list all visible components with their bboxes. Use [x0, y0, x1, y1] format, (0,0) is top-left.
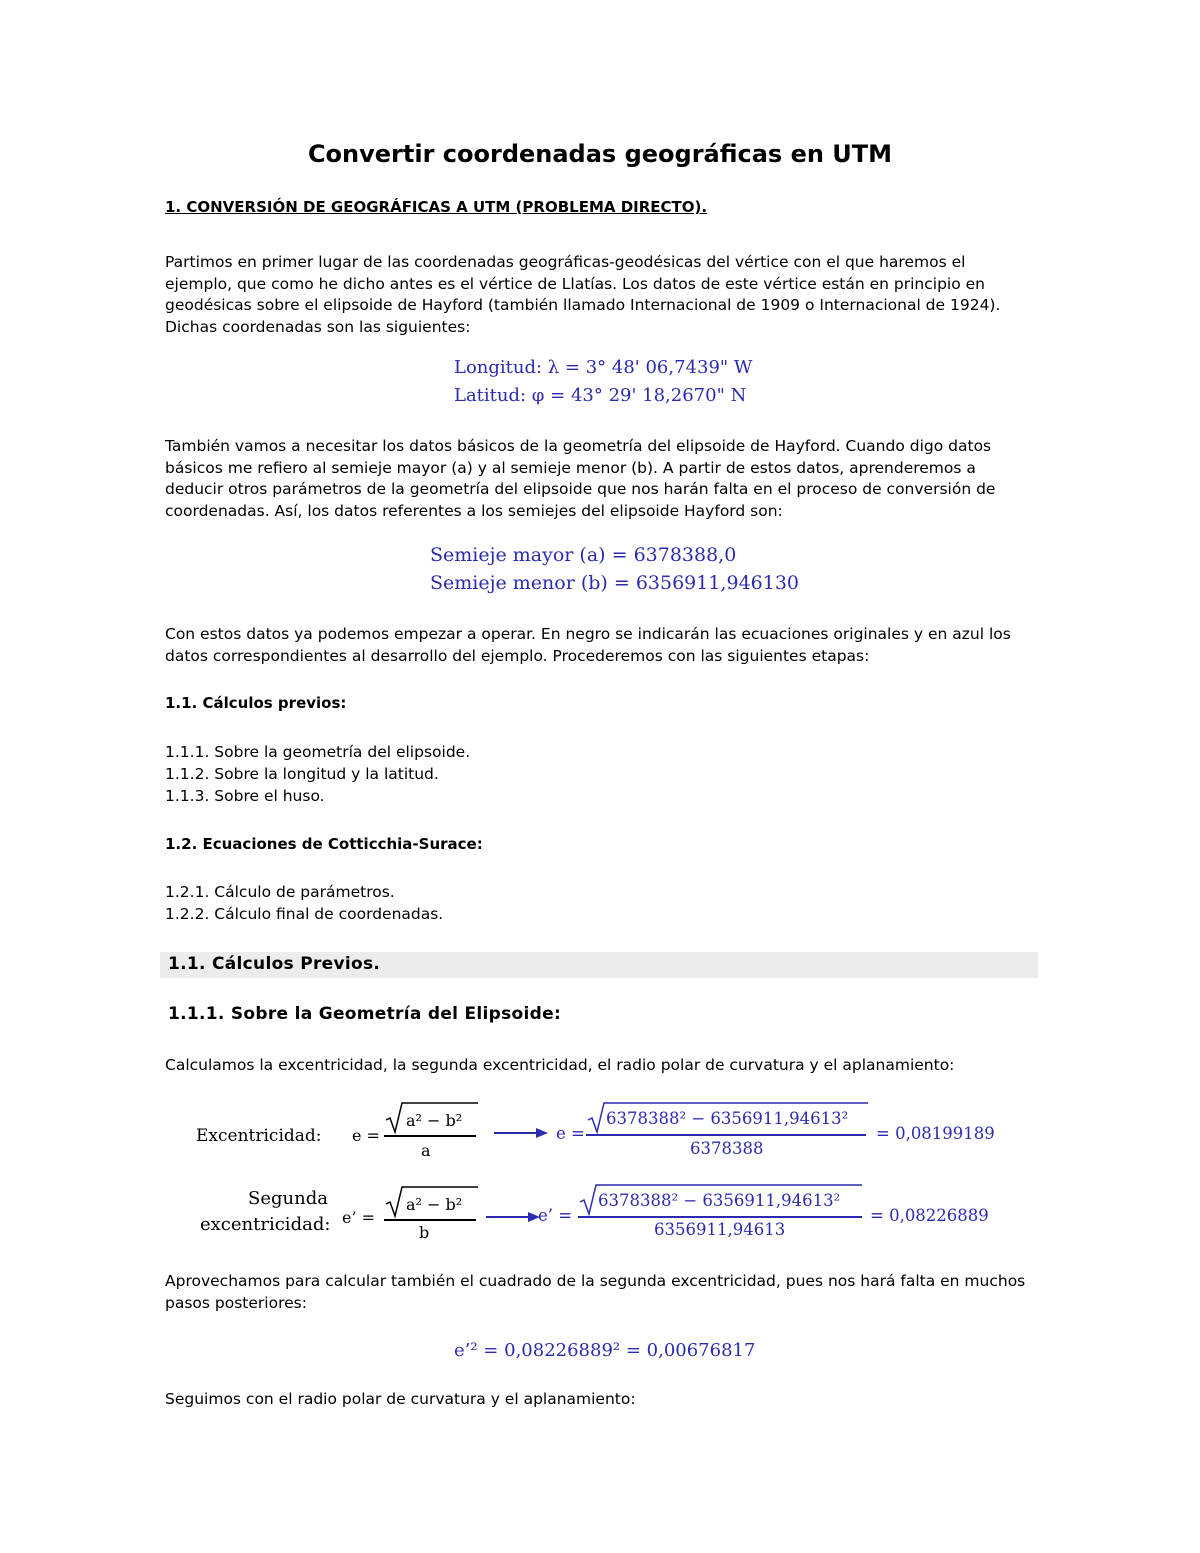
segunda-label-line1: Segunda — [248, 1188, 328, 1209]
arrow-icon — [484, 1210, 542, 1224]
latitude-formula: Latitud: φ = 43° 29' 18,2670" N — [454, 385, 747, 406]
text-line: Partimos en primer lugar de las coordenadas geográficas-geodésicas del vértice con el que haremos el — [165, 253, 966, 271]
page-title: Convertir coordenadas geográficas en UTM — [307, 140, 893, 168]
longitude-formula: Longitud: λ = 3° 48' 06,7439" W — [454, 357, 753, 378]
excentricidad-label: Excentricidad: — [196, 1126, 322, 1146]
e-blue-lhs: e = — [556, 1124, 585, 1143]
outline-heading-1-1: 1.1. Cálculos previos: — [165, 694, 347, 712]
e2-result: = 0,08226889 — [870, 1206, 989, 1225]
segunda-label-line2: excentricidad: — [200, 1214, 331, 1235]
e2-blue-radicand: 6378388² − 6356911,94613² — [598, 1191, 841, 1210]
e-lhs: e = — [352, 1126, 380, 1145]
e2-blue-denominator: 6356911,94613 — [654, 1220, 786, 1239]
squared-paragraph — [165, 1271, 1045, 1314]
outline-item: 1.2.2. Cálculo final de coordenadas. — [165, 905, 444, 923]
text-line: deducir otros parámetros de la geometría del elipsoide que nos harán falta en el proceso de conversión de — [165, 480, 996, 498]
text-line: pasos posteriores: — [165, 1293, 307, 1312]
fraction-bar — [384, 1135, 476, 1137]
outline-item: 1.1.1. Sobre la geometría del elipsoide. — [165, 743, 471, 761]
e-result: = 0,08199189 — [876, 1124, 995, 1143]
squared-formula: e’² = 0,08226889² = 0,00676817 — [454, 1340, 756, 1361]
denominator-a: a — [421, 1141, 431, 1160]
e-blue-radicand: 6378388² − 6356911,94613² — [606, 1109, 849, 1128]
radicand: a² − b² — [406, 1195, 463, 1214]
arrow-icon — [492, 1126, 550, 1140]
outline-heading-1-2: 1.2. Ecuaciones de Cotticchia-Surace: — [165, 835, 483, 853]
band-heading: 1.1. Cálculos Previos. — [168, 954, 381, 974]
text-line: Dichas coordenadas son las siguientes: — [165, 317, 471, 336]
text-line: También vamos a necesitar los datos básicos de la geometría del elipsoide de Hayford. Cuando digo datos — [165, 437, 992, 455]
fraction-bar — [384, 1219, 476, 1221]
semieje-menor: Semieje menor (b) = 6356911,946130 — [430, 572, 800, 594]
text-line: Con estos datos ya podemos empezar a operar. En negro se indicarán las ecuaciones originales y en azul los — [165, 625, 1011, 643]
e2-lhs: e’ = — [342, 1208, 376, 1227]
radicand: a² − b² — [406, 1111, 463, 1130]
outline-item: 1.2.1. Cálculo de parámetros. — [165, 883, 395, 901]
outline-item: 1.1.2. Sobre la longitud y la latitud. — [165, 765, 439, 783]
subsection-heading: 1.1.1. Sobre la Geometría del Elipsoide: — [168, 1004, 562, 1024]
fraction-bar — [578, 1216, 862, 1218]
text-line: coordenadas. Así, los datos referentes a los semiejes del elipsoide Hayford son: — [165, 501, 783, 520]
semieje-mayor: Semieje mayor (a) = 6378388,0 — [430, 544, 737, 566]
operate-paragraph — [165, 624, 1045, 667]
calc-intro: Calculamos la excentricidad, la segunda excentricidad, el radio polar de curvatura y el aplanamiento: — [165, 1056, 955, 1074]
text-line: ejemplo, que como he dicho antes es el vértice de Llatías. Los datos de este vértice están en principio en — [165, 274, 986, 293]
intro-paragraph — [165, 252, 1045, 338]
text-line: geodésicas sobre el elipsoide de Hayford (también llamado Internacional de 1909 o Internacional de 1924). — [165, 296, 1001, 314]
fraction-bar — [586, 1134, 866, 1136]
e2-blue-lhs: e’ = — [538, 1206, 573, 1225]
e-blue-denominator: 6378388 — [690, 1139, 764, 1158]
text-line: datos correspondientes al desarrollo del ejemplo. Procederemos con las siguientes etapas: — [165, 646, 870, 665]
text-line: básicos me refiero al semieje mayor (a) y al semieje menor (b). A partir de estos datos, aprenderemos a — [165, 458, 976, 477]
outline-item: 1.1.3. Sobre el huso. — [165, 787, 325, 805]
final-line: Seguimos con el radio polar de curvatura y el aplanamiento: — [165, 1390, 636, 1408]
geometry-paragraph — [165, 436, 1045, 522]
text-line: Aprovechamos para calcular también el cuadrado de la segunda excentricidad, pues nos hará falta en muchos — [165, 1272, 1026, 1290]
denominator-b: b — [419, 1223, 430, 1242]
section-heading-1: 1. CONVERSIÓN DE GEOGRÁFICAS A UTM (PROBLEMA DIRECTO). — [165, 198, 708, 216]
